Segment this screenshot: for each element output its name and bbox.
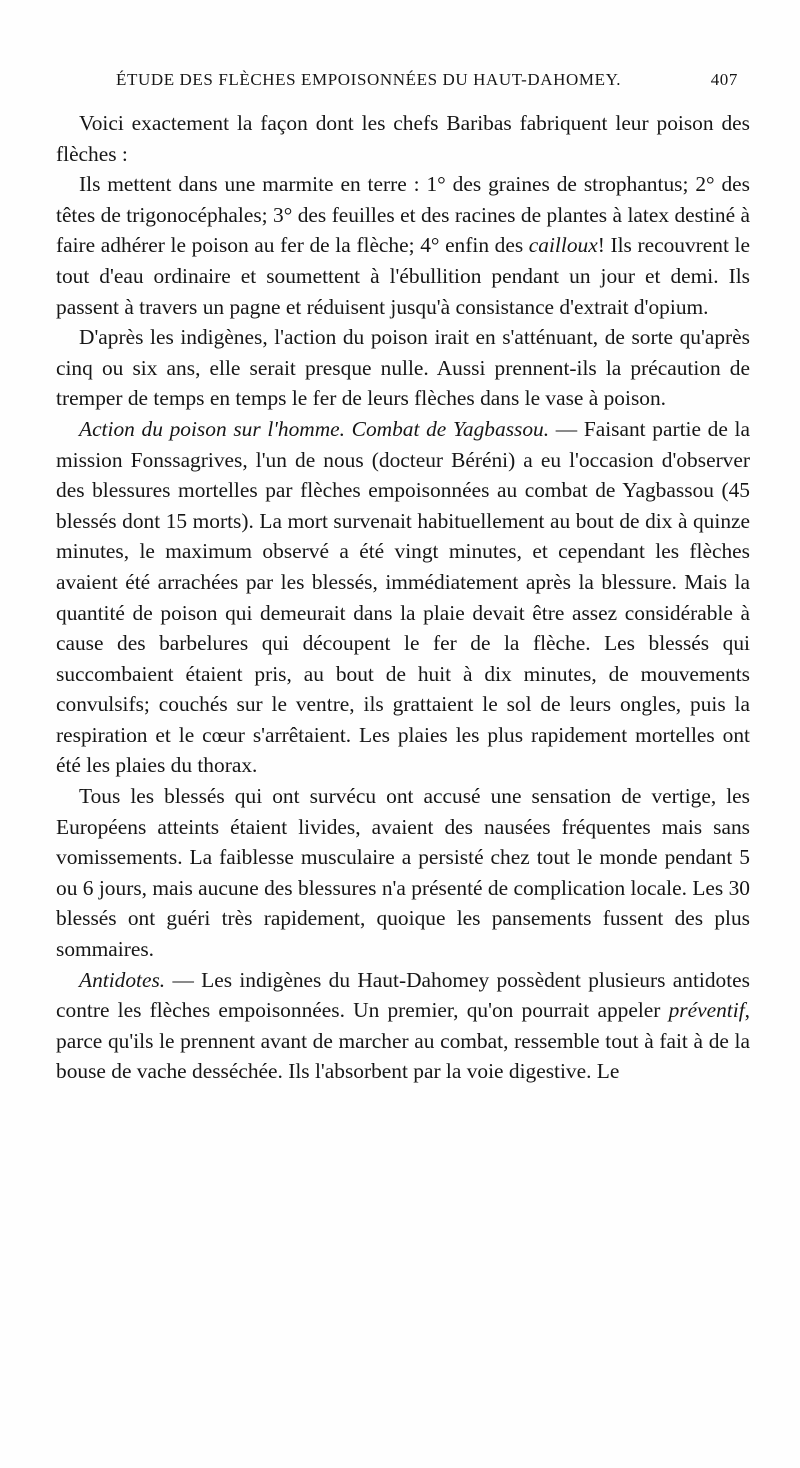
paragraph-3: D'après les indigènes, l'action du poison irait en s'atténuant, de sorte qu'après cinq ou six ans, elle serait presque nulle. Aussi prennent-ils la précaution de tremper de temps en temps le fer de leurs flèches dans le vase à poison.	[56, 325, 750, 411]
paragraph-2	[56, 169, 750, 322]
paragraph-4-text: — Faisant partie de la mission Fonssagrives, l'un de nous (docteur Béréni) a eu l'occasion d'observer des blessures mortelles par flèches empoisonnées au combat de Yagbassou (45 blessés dont 15 morts). La mort survenait habituellement au bout de dix à quinze minutes, le maximum observé a été vingt minutes, et cependant les flèches avaient été arrachées par les blessés, immédiatement après la blessure. Mais la quantité de poison qui demeurait dans la plaie devait être assez considérable à cause des barbelures qui découpent le fer de la flèche. Les blessés qui succombaient étaient pris, au bout de huit à dix minutes, de mouvements convulsifs; couchés sur le ventre, ils grattaient le sol de leurs ongles, puis la respiration et le cœur s'arrêtaient. Les plaies les plus rapidement mortelles ont été les plaies du thorax.	[56, 416, 750, 778]
paragraph-5: Tous les blessés qui ont survécu ont accusé une sensation de vertige, les Européens atteints étaient livides, avaient des nausées fréquentes mais sans vomissements. La faiblesse musculaire a persisté chez tout le monde pendant 5 ou 6 jours, mais aucune des blessures n'a présenté de complication locale. Les 30 blessés ont guéri très rapidement, quoique les pansements fussent des plus sommaires.	[56, 784, 750, 962]
section-heading-combat: Action du poison sur l'homme. Combat de Yagbassou.	[79, 416, 550, 441]
running-title: ÉTUDE DES FLÈCHES EMPOISONNÉES DU HAUT-DAHOMEY.	[116, 70, 622, 89]
body-text	[56, 108, 750, 1087]
paragraph-6-text-start: — Les indigènes du Haut-Dahomey possèdent plusieurs antidotes contre les flèches empoisonnées. Un premier, qu'on pourrait appeler	[56, 967, 750, 1023]
paragraph-4	[56, 414, 750, 781]
paragraph-6-text-end: , parce qu'ils le prennent avant de marcher au combat, ressemble tout à fait à de la bouse de vache desséchée. Ils l'absorbent par la voie digestive. Le	[56, 998, 750, 1084]
paragraph-2-text-end: ! Ils recouvrent le tout d'eau ordinaire et soumettent à l'ébullition pendant un jour et demi. Ils passent à travers un pagne et réduisent jusqu'à consistance d'extrait d'opium.	[56, 233, 750, 319]
paragraph-6	[56, 965, 750, 1087]
section-heading-antidotes: Antidotes.	[79, 967, 166, 992]
emphasis-cailloux: cailloux	[528, 233, 598, 258]
emphasis-preventif: préventif	[668, 998, 745, 1023]
paragraph-2-text-start: Ils mettent dans une marmite en terre : 1° des graines de strophantus; 2° des têtes de trigonocéphales; 3° des feuilles et des racines de plantes à latex destiné à faire adhérer le poison au fer de la flèche; 4° enfin des	[56, 172, 750, 258]
running-header	[116, 70, 738, 96]
page-number: 407	[710, 70, 738, 89]
paragraph-1: Voici exactement la façon dont les chefs Baribas fabriquent leur poison des flèches :	[56, 111, 750, 166]
